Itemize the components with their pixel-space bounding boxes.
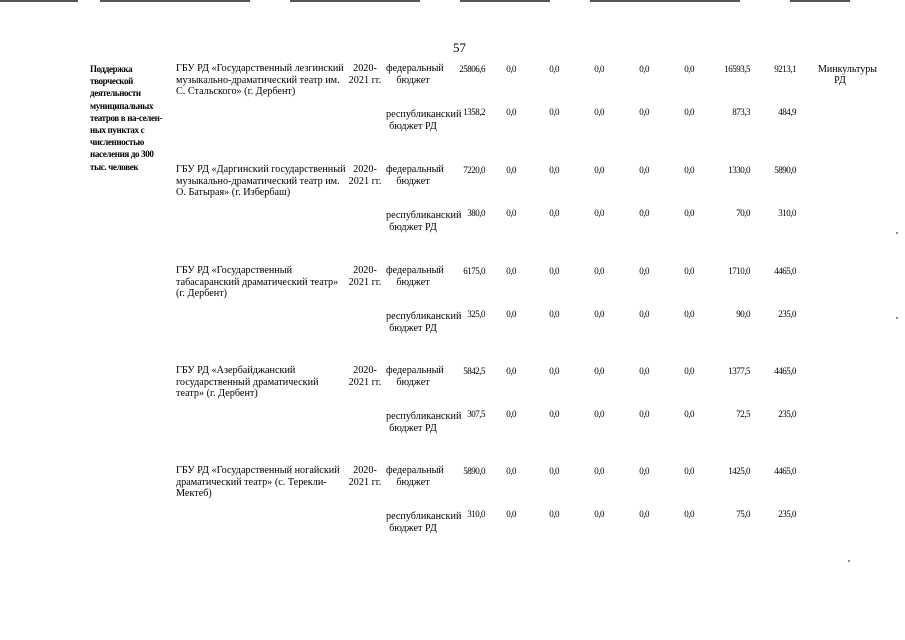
value-cell: 310,0 <box>778 208 796 218</box>
value-cell: 0,0 <box>639 208 649 218</box>
funding-source: республиканский бюджет РД <box>386 511 462 534</box>
value-cell: 0,0 <box>549 208 559 218</box>
value-cell: 0,0 <box>549 409 559 419</box>
theater-name: ГБУ РД «Государственный табасаранский драматический театр» (г. Дербент) <box>176 265 339 299</box>
period-cell: 2020-2021 гг. <box>348 365 382 388</box>
value-cell: 1358,2 <box>463 107 485 117</box>
value-cell: 0,0 <box>506 466 516 476</box>
value-cell: 0,0 <box>684 107 694 117</box>
theater-name: ГБУ РД «Государственный ногайский драматический театр» (с. Терекли-Мектеб) <box>176 465 340 499</box>
value-cell: 7220,0 <box>463 165 485 175</box>
value-cell: 325,0 <box>467 309 485 319</box>
top-rule <box>100 0 250 2</box>
value-cell: 0,0 <box>506 107 516 117</box>
funding-source: республиканский бюджет РД <box>386 109 462 132</box>
value-cell: 0,0 <box>594 64 604 74</box>
value-cell: 0,0 <box>594 266 604 276</box>
value-cell: 0,0 <box>549 64 559 74</box>
top-rule <box>460 0 550 2</box>
value-cell: 1425,0 <box>728 466 750 476</box>
funding-source: республиканский бюджет РД <box>386 311 462 334</box>
top-rule <box>790 0 850 2</box>
value-cell: 484,9 <box>778 107 796 117</box>
funding-source: федеральный бюджет <box>386 265 444 288</box>
value-cell: 0,0 <box>549 165 559 175</box>
value-cell: 0,0 <box>684 64 694 74</box>
scan-speck <box>896 317 898 319</box>
value-cell: 0,0 <box>684 208 694 218</box>
value-cell: 4465,0 <box>774 466 796 476</box>
scan-speck <box>896 232 898 234</box>
executor-cell: Минкультуры РД <box>818 64 877 87</box>
top-rule <box>590 0 740 2</box>
value-cell: 16593,5 <box>724 64 750 74</box>
value-cell: 6175,0 <box>463 266 485 276</box>
value-cell: 0,0 <box>639 64 649 74</box>
value-cell: 0,0 <box>639 409 649 419</box>
value-cell: 0,0 <box>684 409 694 419</box>
activity-description: Поддержка творческой деятельности муниципальных театров в на-селен-ных пунктах с численностью населения до 300 тыс. человек <box>90 64 163 172</box>
value-cell: 1377,5 <box>728 366 750 376</box>
theater-name: ГБУ РД «Государственный лезгинский музыкально-драматический театр им. С. Стальского» (г. Дербент) <box>176 63 344 97</box>
period-cell: 2020-2021 гг. <box>348 465 382 488</box>
value-cell: 0,0 <box>506 509 516 519</box>
value-cell: 0,0 <box>594 509 604 519</box>
value-cell: 307,5 <box>467 409 485 419</box>
value-cell: 0,0 <box>684 266 694 276</box>
value-cell: 0,0 <box>684 309 694 319</box>
value-cell: 0,0 <box>684 509 694 519</box>
funding-source: республиканский бюджет РД <box>386 210 462 233</box>
value-cell: 0,0 <box>639 509 649 519</box>
funding-source: федеральный бюджет <box>386 365 444 388</box>
value-cell: 235,0 <box>778 409 796 419</box>
value-cell: 380,0 <box>467 208 485 218</box>
value-cell: 0,0 <box>506 208 516 218</box>
value-cell: 72,5 <box>736 409 750 419</box>
value-cell: 25806,6 <box>459 64 485 74</box>
value-cell: 873,3 <box>732 107 750 117</box>
value-cell: 0,0 <box>684 165 694 175</box>
top-rule <box>0 0 78 2</box>
value-cell: 0,0 <box>639 165 649 175</box>
value-cell: 0,0 <box>549 266 559 276</box>
value-cell: 0,0 <box>549 309 559 319</box>
period-cell: 2020-2021 гг. <box>348 265 382 288</box>
value-cell: 235,0 <box>778 309 796 319</box>
value-cell: 4465,0 <box>774 366 796 376</box>
value-cell: 0,0 <box>549 509 559 519</box>
value-cell: 0,0 <box>594 165 604 175</box>
value-cell: 0,0 <box>639 466 649 476</box>
value-cell: 0,0 <box>549 107 559 117</box>
funding-source: федеральный бюджет <box>386 63 444 86</box>
value-cell: 4465,0 <box>774 266 796 276</box>
value-cell: 0,0 <box>639 366 649 376</box>
value-cell: 0,0 <box>506 366 516 376</box>
scan-speck <box>848 560 850 562</box>
value-cell: 90,0 <box>736 309 750 319</box>
value-cell: 0,0 <box>506 165 516 175</box>
value-cell: 0,0 <box>549 366 559 376</box>
value-cell: 5890,0 <box>463 466 485 476</box>
value-cell: 0,0 <box>639 266 649 276</box>
period-cell: 2020-2021 гг. <box>348 63 382 86</box>
value-cell: 235,0 <box>778 509 796 519</box>
value-cell: 0,0 <box>506 409 516 419</box>
funding-source: федеральный бюджет <box>386 164 444 187</box>
value-cell: 1710,0 <box>728 266 750 276</box>
value-cell: 0,0 <box>594 208 604 218</box>
value-cell: 0,0 <box>594 366 604 376</box>
value-cell: 0,0 <box>594 466 604 476</box>
value-cell: 0,0 <box>549 466 559 476</box>
value-cell: 310,0 <box>467 509 485 519</box>
value-cell: 70,0 <box>736 208 750 218</box>
value-cell: 0,0 <box>594 309 604 319</box>
value-cell: 0,0 <box>594 409 604 419</box>
value-cell: 75,0 <box>736 509 750 519</box>
funding-source: федеральный бюджет <box>386 465 444 488</box>
value-cell: 0,0 <box>639 107 649 117</box>
period-cell: 2020-2021 гг. <box>348 164 382 187</box>
value-cell: 0,0 <box>506 266 516 276</box>
page-number: 57 <box>453 40 466 55</box>
value-cell: 0,0 <box>639 309 649 319</box>
value-cell: 9213,1 <box>774 64 796 74</box>
value-cell: 5842,5 <box>463 366 485 376</box>
top-rule <box>290 0 420 2</box>
theater-name: ГБУ РД «Даргинский государственный музыкально-драматический театр им. О. Батырая» (г. Избербаш) <box>176 164 346 198</box>
value-cell: 5890,0 <box>774 165 796 175</box>
theater-name: ГБУ РД «Азербайджанский государственный драматический театр» (г. Дербент) <box>176 365 319 399</box>
value-cell: 0,0 <box>684 466 694 476</box>
value-cell: 1330,0 <box>728 165 750 175</box>
value-cell: 0,0 <box>506 309 516 319</box>
value-cell: 0,0 <box>594 107 604 117</box>
funding-source: республиканский бюджет РД <box>386 411 462 434</box>
value-cell: 0,0 <box>506 64 516 74</box>
value-cell: 0,0 <box>684 366 694 376</box>
